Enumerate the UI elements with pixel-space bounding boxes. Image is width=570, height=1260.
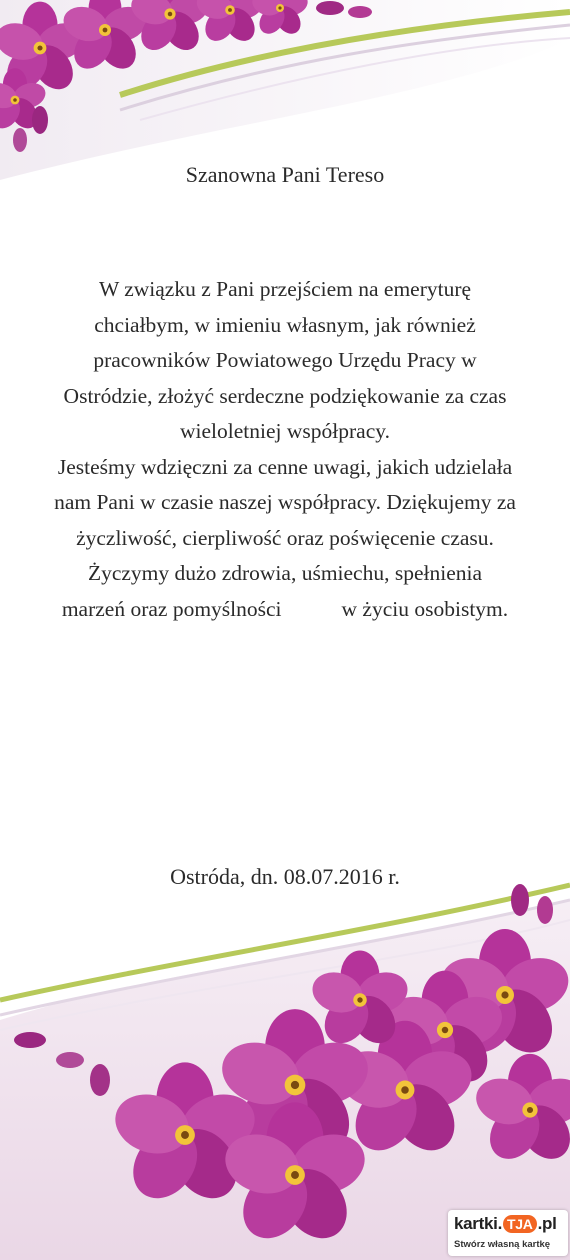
message-line: nam Pani w czasie naszej współpracy. Dziękujemy za [54, 490, 516, 514]
message-last-line-right: w życiu osobistym. [341, 596, 509, 621]
logo-tld: .pl [537, 1214, 557, 1233]
place-date-signature: Ostróda, dn. 08.07.2016 r. [170, 864, 400, 889]
logo-tagline: Stwórz własną kartkę [454, 1239, 551, 1250]
message-line: W związku z Pani przejściem na emeryturę [98, 277, 472, 301]
site-logo[interactable] [448, 1210, 568, 1256]
message-line: Jesteśmy wdzięczni za cenne uwagi, jakich udzielała [57, 454, 513, 479]
message-last-line-left: marzeń oraz pomyślności [61, 596, 282, 621]
message-line: chciałbym, w imieniu własnym, jak również [94, 312, 476, 337]
top-lilac-decoration [0, 0, 570, 180]
message-last-line [22, 592, 548, 628]
logo-brand: kartki. [454, 1214, 502, 1233]
message-line: Życzymy dużo zdrowia, uśmiechu, spełnienia [87, 561, 483, 585]
message-line: wieloletniej współpracy. [180, 419, 390, 443]
bottom-lilac-decoration [0, 880, 570, 1260]
message-body [22, 272, 548, 627]
message-line: Ostródzie, złożyć serdeczne podziękowanie za czas [63, 383, 507, 408]
logo-badge: TJA [503, 1215, 537, 1233]
logo-wordmark [454, 1214, 557, 1234]
message-line: życzliwość, cierpliwość oraz poświęcenie czasu. [76, 525, 494, 550]
greeting-heading: Szanowna Pani Tereso [185, 162, 385, 187]
message-line: pracowników Powiatowego Urzędu Pracy w [93, 348, 477, 372]
